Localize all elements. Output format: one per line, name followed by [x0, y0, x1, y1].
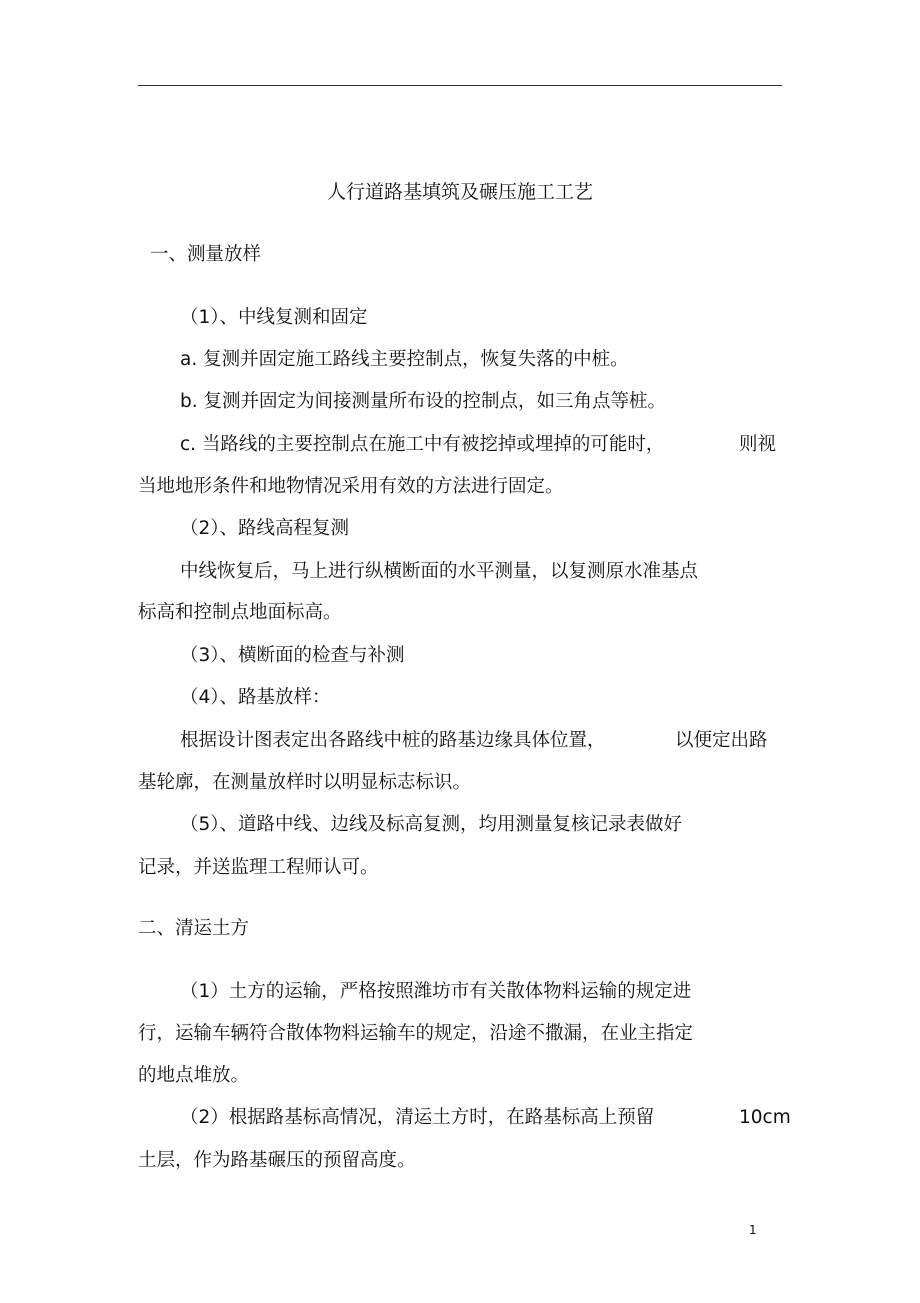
subheading-centerline: （1）、中线复测和固定	[180, 307, 368, 328]
paragraph-line: 中线恢复后，马上进行纵横断面的水平测量，以复测原水准基点	[180, 561, 699, 582]
paragraph-line: 基轮廓，在测量放样时以明显标志标识。	[138, 772, 472, 793]
subheading-staking: （4）、路基放样：	[180, 687, 331, 708]
paragraph-line: 土层，作为路基碾压的预留高度。	[138, 1150, 416, 1171]
paragraph-line: 行，运输车辆符合散体物料运输车的规定，沿途不撒漏，在业主指定	[138, 1023, 694, 1044]
page-number: 1	[749, 1223, 757, 1237]
document-title: 人行道路基填筑及碾压施工工艺	[326, 181, 593, 203]
paragraph-line: 的地点堆放。	[138, 1065, 250, 1086]
subheading-cross-section: （3）、横断面的检查与补测	[180, 645, 405, 666]
paragraph-line: 标高和控制点地面标高。	[138, 602, 342, 623]
paragraph-line: 记录，并送监理工程师认可。	[138, 857, 379, 878]
section-heading-earthwork: 二、清运土方	[138, 918, 250, 939]
section-heading-survey: 一、测量放样	[150, 244, 262, 265]
paragraph-line: b. 复测并固定为间接测量所布设的控制点，如三角点等桩。	[180, 391, 667, 412]
paragraph-line: 根据设计图表定出各路线中桩的路基边缘具体位置，	[180, 730, 606, 751]
paragraph-line: （2）根据路基标高情况，清运土方时，在路基标高上预留	[180, 1107, 655, 1128]
paragraph-line-end: 10cm	[739, 1107, 791, 1128]
subheading-elevation: （2）、路线高程复测	[180, 518, 350, 539]
paragraph-line: 当地地形条件和地物情况采用有效的方法进行固定。	[138, 476, 564, 497]
paragraph-line: （1）土方的运输，严格按照潍坊市有关散体物料运输的规定进	[180, 981, 692, 1002]
header-rule	[138, 85, 782, 86]
paragraph-line: （5）、道路中线、边线及标高复测，均用测量复核记录表做好	[180, 814, 683, 835]
paragraph-line-end: 以便定出路	[675, 730, 768, 751]
paragraph-line: c. 当路线的主要控制点在施工中有被挖掉或埋掉的可能时，	[180, 434, 665, 455]
paragraph-line-end: 则视	[739, 434, 777, 455]
paragraph-line: a. 复测并固定施工路线主要控制点，恢复失落的中桩。	[180, 349, 629, 370]
